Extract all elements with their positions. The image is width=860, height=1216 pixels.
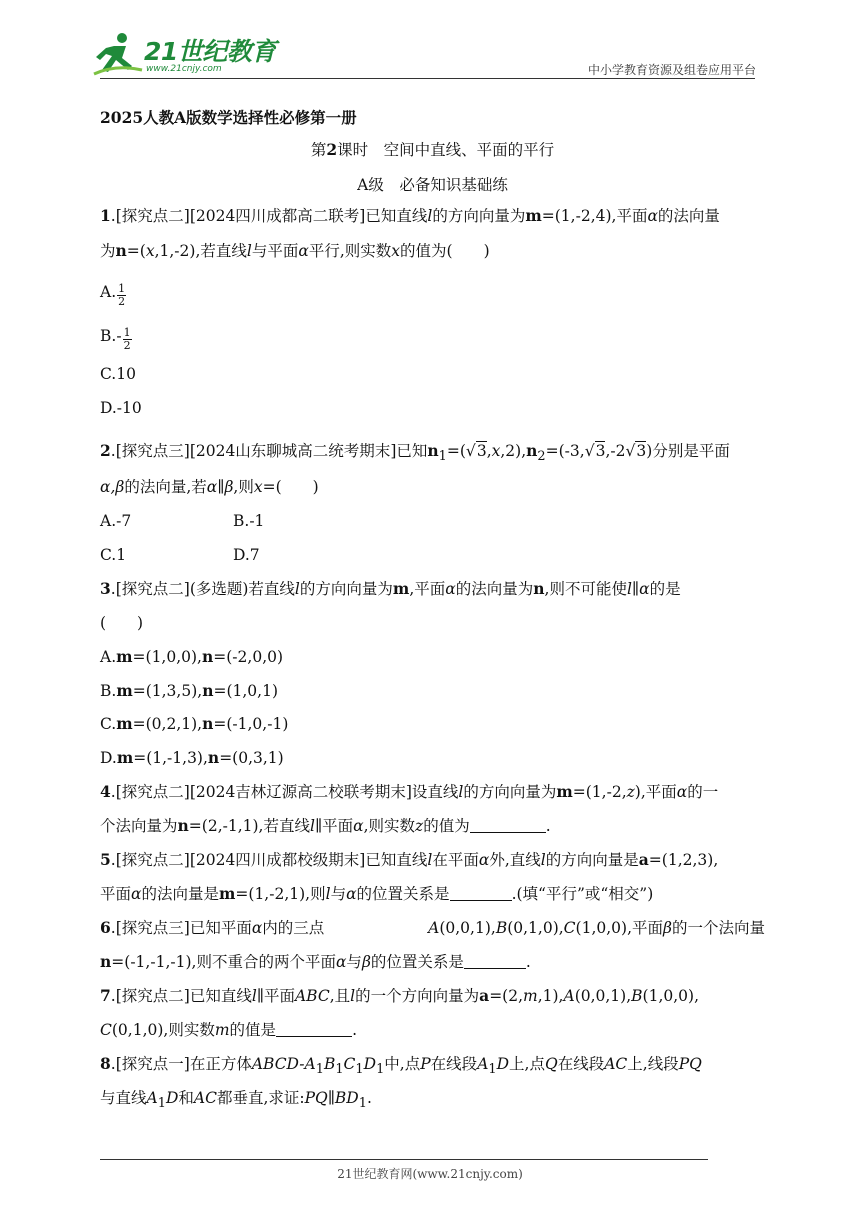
question-7: 7.[探究点二]已知直线l∥平面ABC,且l的一个方向向量为a=(2,m,1),A(0,0,1),B(1,0,0),	[100, 986, 700, 1005]
logo	[92, 30, 276, 78]
question-7-cont: C(0,1,0),则实数m的值是 .	[100, 1021, 357, 1039]
header-divider	[100, 78, 755, 79]
question-3-paren: ( )	[100, 614, 144, 632]
q1-option-c: C.10	[100, 365, 136, 383]
q1-option-a: A. $\frac{1}{2}$	[100, 282, 126, 308]
logo-text: 21世纪教育	[144, 37, 276, 66]
q1-option-d: D.-10	[100, 399, 142, 417]
q3-option-d: D.m=(1,-1,3),n=(0,3,1)	[100, 748, 284, 767]
answer-blank[interactable]	[450, 886, 512, 901]
q3-option-a: A.m=(1,0,0),n=(-2,0,0)	[100, 647, 284, 666]
runner-logo-icon	[92, 30, 144, 76]
question-2-cont: α,β的法向量,若α∥β,则x=( )	[100, 478, 319, 496]
q1-option-b: B.- $\frac{1}{2}$	[100, 326, 131, 352]
question-6-cont: n=(-1,-1,-1),则不重合的两个平面α与β的位置关系是 .	[100, 952, 531, 971]
lesson-title: 第2课时 空间中直线、平面的平行	[310, 140, 555, 159]
question-8: 8.[探究点一]在正方体ABCD-$A_1B_1C_1D_1$中,点P在线段$A_1D$上,点Q在线段AC上,线段PQ	[100, 1054, 702, 1078]
logo-url: www.21cnjy.com	[146, 64, 222, 74]
book-title: 2025人教A版数学选择性必修第一册	[100, 108, 357, 127]
question-3: 3.[探究点二](多选题)若直线l的方向向量为m,平面α的法向量为n,则不可能使l∥α的是	[100, 579, 681, 598]
question-8-cont: 与直线$A_1D$和AC都垂直,求证$:PQ\parallel BD_1$.	[100, 1089, 372, 1112]
footer-divider	[100, 1159, 708, 1160]
question-4-cont: 个法向量为n=(2,-1,1),若直线l∥平面α,则实数z的值为 .	[100, 816, 551, 835]
footer-site[interactable]: 21世纪教育网(www.21cnjy.com)	[337, 1167, 523, 1181]
q3-option-b: B.m=(1,3,5),n=(1,0,1)	[100, 681, 278, 700]
page-header	[0, 0, 860, 82]
q2-options-row-1: A.-7 B.-1	[100, 512, 265, 530]
question-1: 1.[探究点二][2024四川成都高二联考]已知直线l的方向向量为m=(1,-2,4),平面α的法向量	[100, 206, 720, 225]
question-1-cont: 为n=(x,1,-2),若直线l与平面α平行,则实数x的值为( )	[100, 241, 490, 260]
question-5-cont: 平面α的法向量是m=(1,-2,1),则l与α的位置关系是 .(填“平行”或“相交”)	[100, 884, 654, 903]
q2-options-row-2: C.1 D.7	[100, 546, 260, 564]
answer-blank[interactable]	[276, 1022, 352, 1037]
question-4: 4.[探究点二][2024吉林辽源高二校联考期末]设直线l的方向向量为m=(1,-2,z),平面α的一	[100, 782, 719, 801]
q3-option-c: C.m=(0,2,1),n=(-1,0,-1)	[100, 714, 289, 733]
platform-title: 中小学教育资源及组卷应用平台	[587, 63, 756, 77]
answer-blank[interactable]	[464, 954, 526, 969]
question-2: 2.[探究点三][2024山东聊城高二统考期末]已知$n_1=(√3,x,2),n_2=(-3,√3,-2√3)$分别是平面	[100, 441, 730, 465]
question-6: 6.[探究点三]已知平面α内的三点 A(0,0,1),B(0,1,0),C(1,0,0),平面β的一个法向量	[100, 918, 765, 937]
level-title: A级 必备知识基础练	[357, 176, 508, 194]
question-5: 5.[探究点二][2024四川成都校级期末]已知直线l在平面α外,直线l的方向向量是a=(1,2,3),	[100, 850, 719, 869]
answer-blank[interactable]	[470, 818, 546, 833]
